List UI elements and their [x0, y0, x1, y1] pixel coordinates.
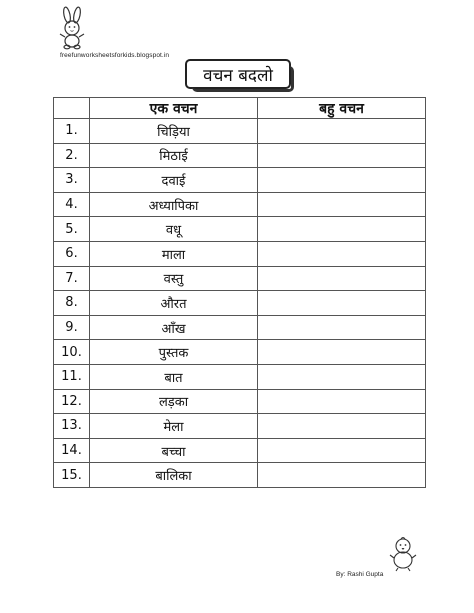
worksheet-title-box	[185, 59, 291, 89]
singular-word: माला	[90, 241, 258, 266]
table-row	[54, 364, 426, 389]
row-number: 9.	[54, 315, 90, 340]
row-number: 2.	[54, 143, 90, 168]
singular-word: बच्चा	[90, 438, 258, 463]
table-row	[54, 192, 426, 217]
row-number: 1.	[54, 119, 90, 144]
singular-word: अध्यापिका	[90, 192, 258, 217]
plural-answer-cell[interactable]	[258, 364, 426, 389]
column-header-number	[54, 98, 90, 119]
plural-answer-cell[interactable]	[258, 192, 426, 217]
singular-word: मिठाई	[90, 143, 258, 168]
singular-word: वस्तु	[90, 266, 258, 291]
column-header-singular: एक वचन	[90, 98, 258, 119]
table-row	[54, 414, 426, 439]
plural-answer-cell[interactable]	[258, 438, 426, 463]
singular-word: चिड़िया	[90, 119, 258, 144]
singular-word: लड़का	[90, 389, 258, 414]
plural-answer-cell[interactable]	[258, 143, 426, 168]
bunny-icon	[55, 6, 89, 50]
worksheet-table	[53, 97, 426, 488]
singular-word: वधू	[90, 217, 258, 242]
row-number: 6.	[54, 241, 90, 266]
singular-word: बात	[90, 364, 258, 389]
row-number: 10.	[54, 340, 90, 365]
row-number: 8.	[54, 291, 90, 316]
plural-answer-cell[interactable]	[258, 315, 426, 340]
singular-word: आँख	[90, 315, 258, 340]
singular-word: मेला	[90, 414, 258, 439]
column-header-plural: बहु वचन	[258, 98, 426, 119]
plural-answer-cell[interactable]	[258, 463, 426, 488]
row-number: 11.	[54, 364, 90, 389]
table-row	[54, 241, 426, 266]
worksheet-title: वचन बदलो	[203, 65, 273, 86]
plural-answer-cell[interactable]	[258, 119, 426, 144]
plural-answer-cell[interactable]	[258, 241, 426, 266]
table-row	[54, 291, 426, 316]
table-row	[54, 315, 426, 340]
row-number: 7.	[54, 266, 90, 291]
plural-answer-cell[interactable]	[258, 168, 426, 193]
table-row	[54, 217, 426, 242]
table-row	[54, 266, 426, 291]
plural-answer-cell[interactable]	[258, 414, 426, 439]
plural-answer-cell[interactable]	[258, 291, 426, 316]
table-row	[54, 119, 426, 144]
singular-word: दवाई	[90, 168, 258, 193]
table-row	[54, 143, 426, 168]
table-row	[54, 340, 426, 365]
row-number: 13.	[54, 414, 90, 439]
row-number: 4.	[54, 192, 90, 217]
singular-word: पुस्तक	[90, 340, 258, 365]
row-number: 12.	[54, 389, 90, 414]
author-credit: By: Rashi Gupta	[336, 571, 384, 578]
table-row	[54, 438, 426, 463]
table-row	[54, 168, 426, 193]
table-row	[54, 389, 426, 414]
chick-icon	[388, 536, 418, 572]
table-header-row	[54, 98, 426, 119]
plural-answer-cell[interactable]	[258, 217, 426, 242]
plural-answer-cell[interactable]	[258, 340, 426, 365]
row-number: 5.	[54, 217, 90, 242]
singular-word: औरत	[90, 291, 258, 316]
row-number: 15.	[54, 463, 90, 488]
singular-word: बालिका	[90, 463, 258, 488]
table-row	[54, 463, 426, 488]
plural-answer-cell[interactable]	[258, 389, 426, 414]
row-number: 14.	[54, 438, 90, 463]
row-number: 3.	[54, 168, 90, 193]
site-url: freefunworksheetsforkids.blogspot.in	[60, 52, 170, 59]
plural-answer-cell[interactable]	[258, 266, 426, 291]
